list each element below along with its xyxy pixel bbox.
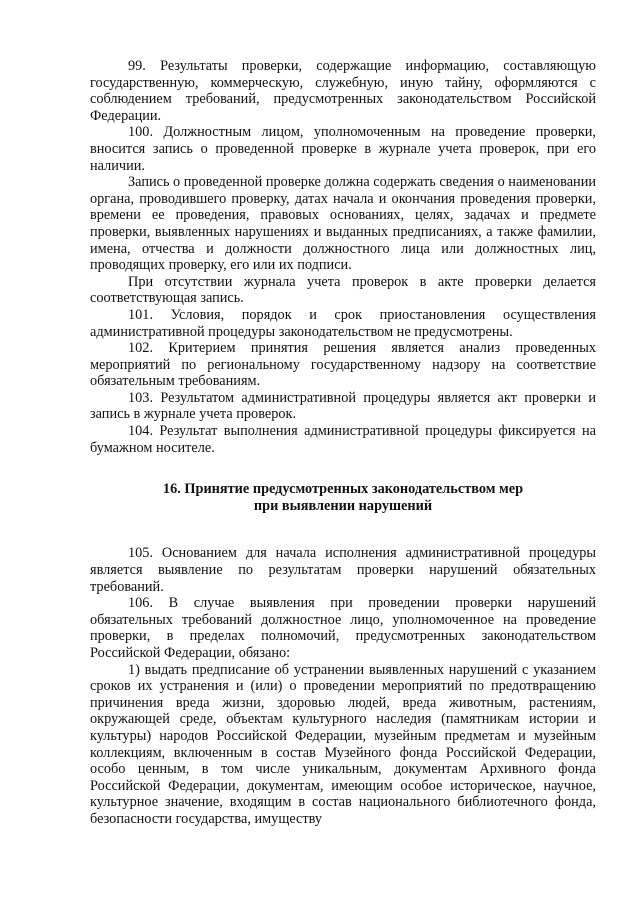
- paragraph-104: 104. Результат выполнения административной процедуры фиксируется на бумажном носителе.: [90, 423, 596, 456]
- paragraph-100: 100. Должностным лицом, уполномоченным на проведение проверки, вносится запись о проведенной проверке в журнале учета проверок, при его наличии.: [90, 124, 596, 174]
- paragraph-106: 106. В случае выявления при проведении проверки нарушений обязательных требований должностное лицо, уполномоченное на проведение проверки, в пределах полномочий, предусмотренных законодательством Российской Федерации, обязано:: [90, 595, 596, 661]
- paragraph-101: 101. Условия, порядок и срок приостановления осуществления административной процедуры законодательством не предусмотрены.: [90, 306, 596, 340]
- paragraph-103: 103. Результатом административной процедуры является акт проверки и запись в журнале учета проверок.: [90, 389, 596, 423]
- section-heading: [90, 481, 596, 514]
- section-heading-line-2: при выявлении нарушений: [253, 497, 433, 514]
- paragraph-102: 102. Критерием принятия решения является анализ проведенных мероприятий по региональному государственному надзору на соответствие обязательным требованиям.: [90, 340, 596, 390]
- paragraph-no-journal: При отсутствии журнала учета проверок в акте проверки делается соответствующая запись.: [90, 273, 596, 307]
- paragraph-99: 99. Результаты проверки, содержащие информацию, составляющую государственную, коммерческую, служебную, иную тайну, оформляются с соблюдением требований, предусмотренных законодательством Российской Федерации.: [90, 58, 596, 124]
- section-heading-line-1: 16. Принятие предусмотренных законодательством мер: [162, 481, 524, 498]
- paragraph-record-contents: Запись о проведенной проверке должна содержать сведения о наименовании органа, проводившего проверку, датах начала и окончания проведения проверки, времени ее проведения, правовых основаниях, целях, задачах и предмете проверки, выявленных нарушениях и выданных предписаниях, а также фамилии, имена, отчества и должности должностного лица или должностных лиц, проводящих проверку, его или их подписи.: [90, 174, 596, 274]
- paragraph-105: 105. Основанием для начала исполнения административной процедуры является выявление по результатам проверки нарушений обязательных требований.: [90, 545, 596, 595]
- paragraph-106-item-1: 1) выдать предписание об устранении выявленных нарушений с указанием сроков их устранения и (или) о проведении мероприятий по предотвращению причинения вреда жизни, здоровью людей, вреда животным, растениям, окружающей среде, объектам культурного наследия (памятникам истории и культуры) народов Российской Федерации, музейным предметам и музейным коллекциям, включенным в состав Музейного фонда Российской Федерации, особо ценным, в том числе уникальным, документам Архивного фонда Российской Федерации, документам, имеющим особое историческое, научное, культурное значение, входящим в состав национального библиотечного фонда, безопасности государства, имуществу: [90, 661, 596, 827]
- document-page: [90, 58, 596, 828]
